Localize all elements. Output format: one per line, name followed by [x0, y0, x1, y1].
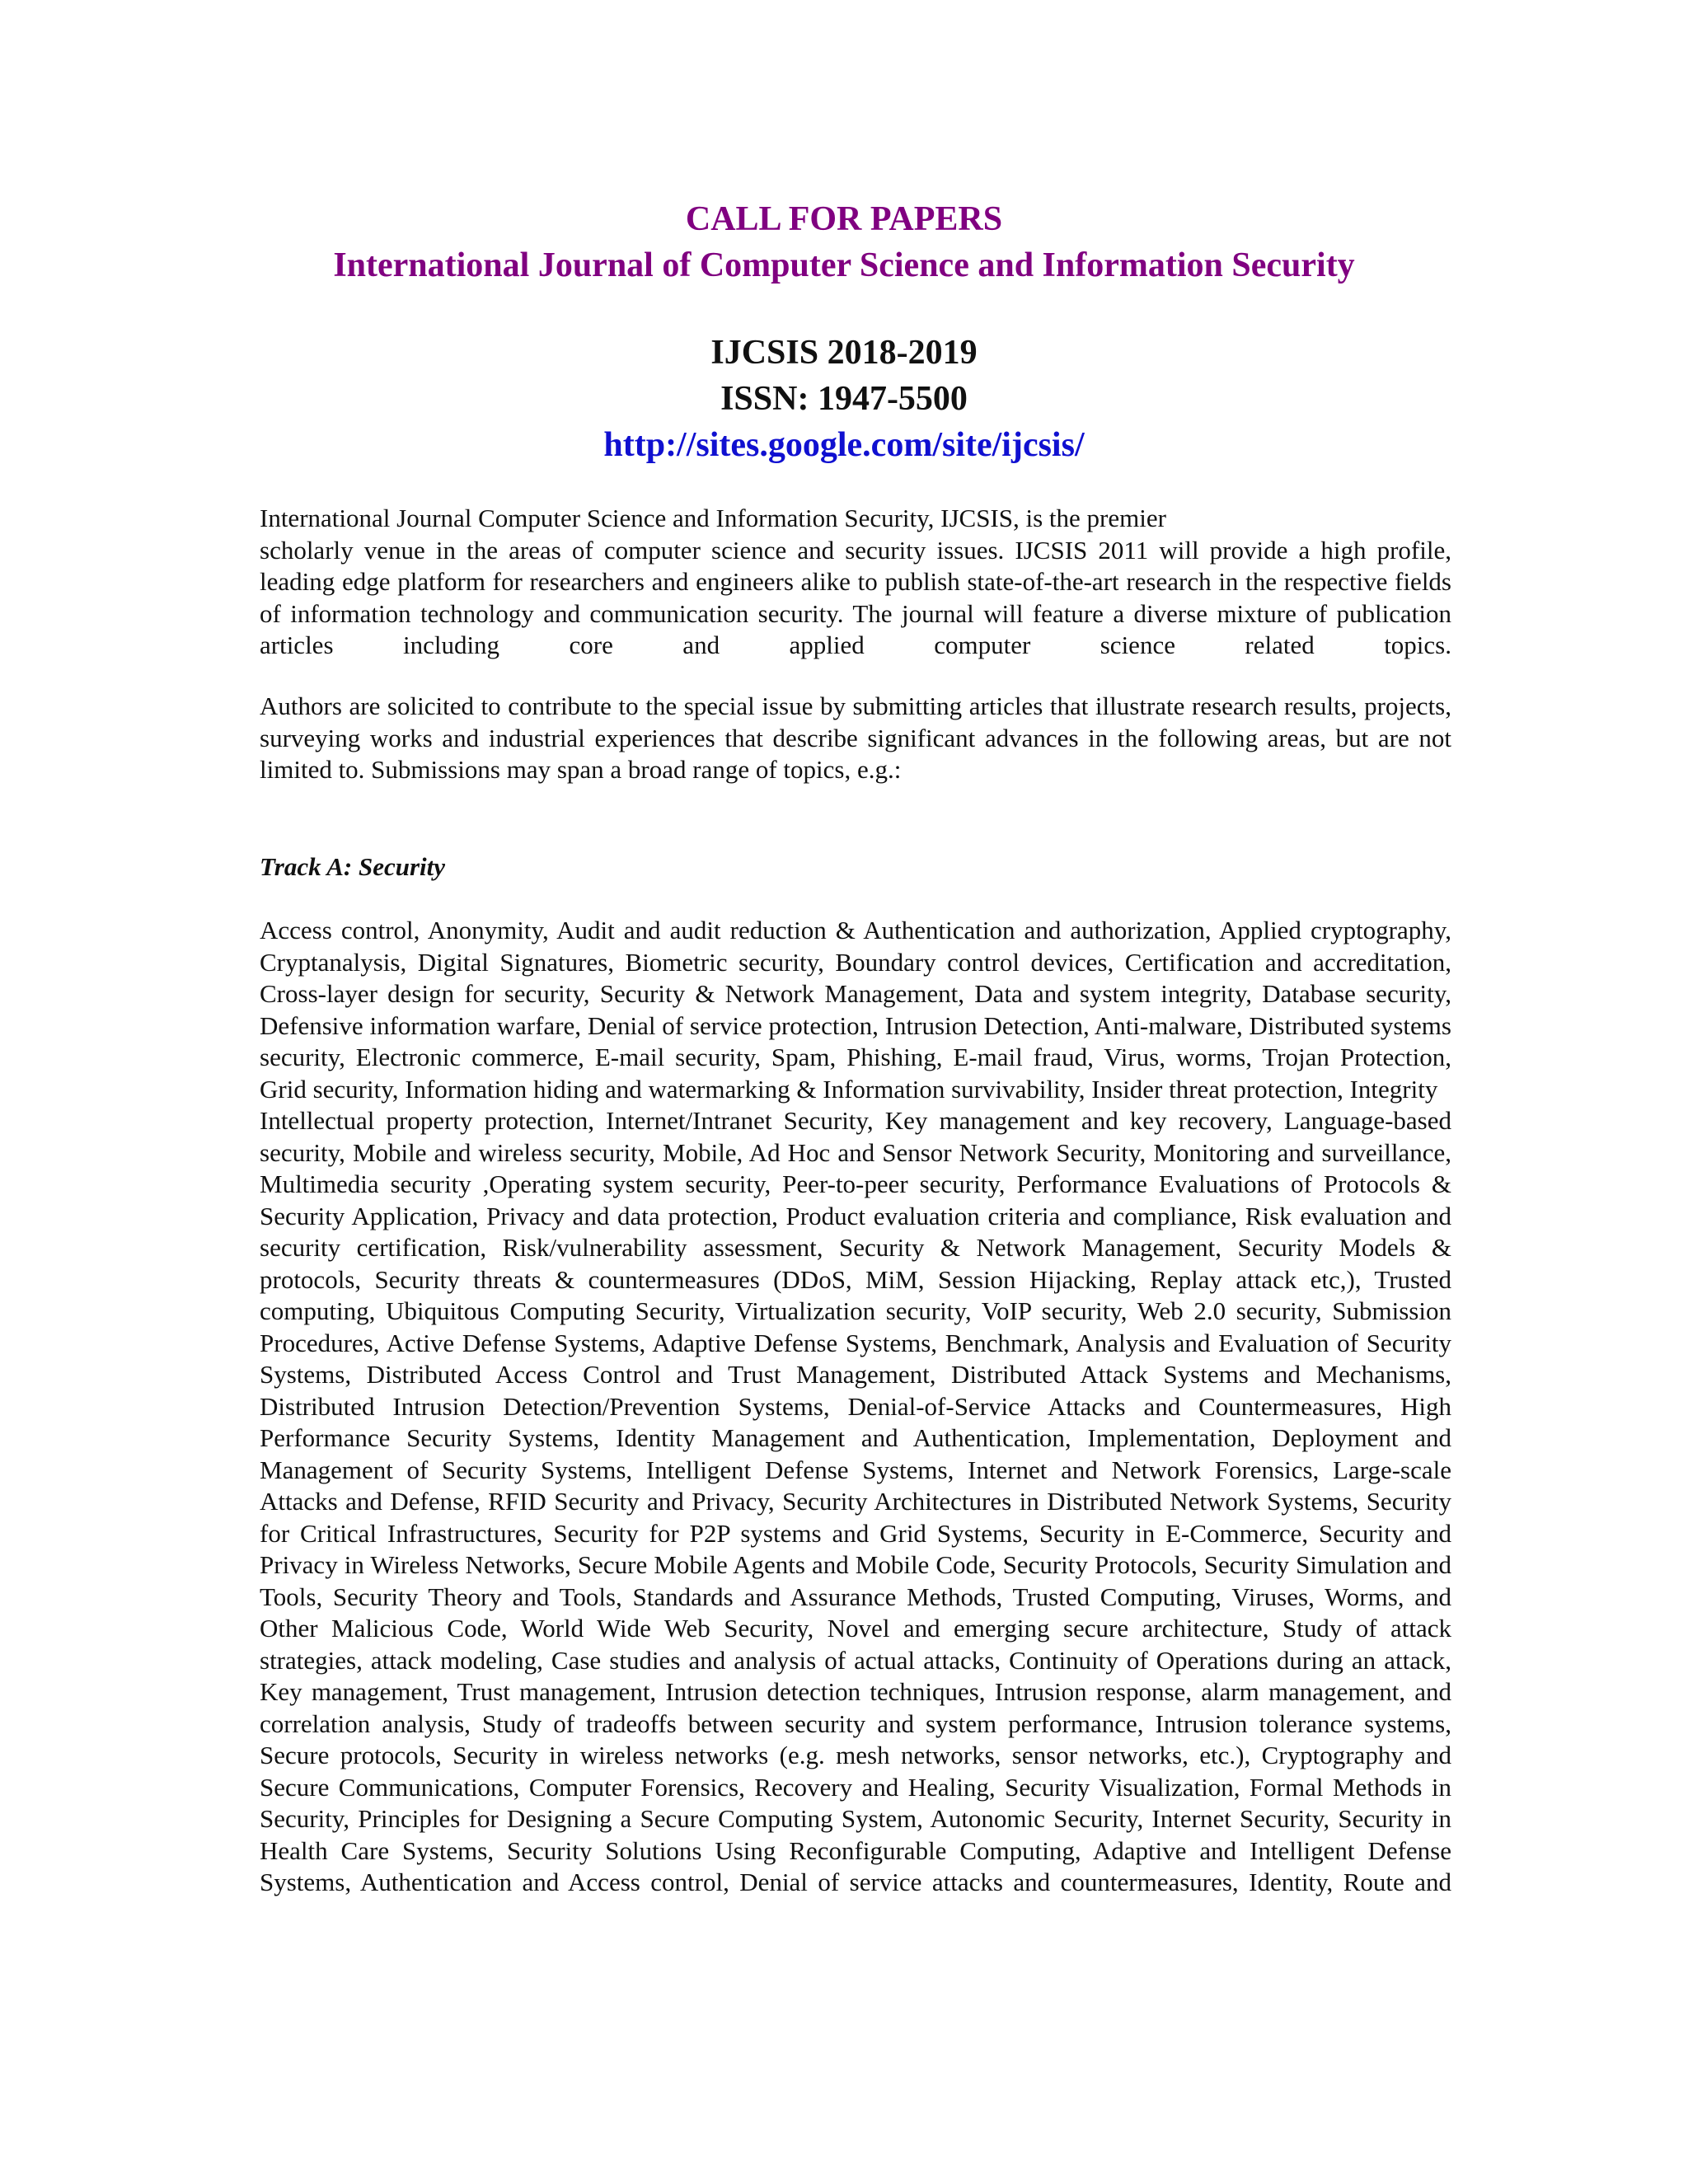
journal-url-link[interactable]: http://sites.google.com/site/ijcsis/	[603, 426, 1085, 464]
issn-label: ISSN: 1947-5500	[720, 380, 968, 418]
topics-paragraph-2: Intellectual property protection, Internet/Intranet Security, Key management and key recovery, Language-based security, Mobile and wireless security, Mobile, Ad Hoc and Sensor Network Security, Monitoring and surveillance, Multimedia security ,Operating system security, Peer-to-peer security, Performance Evaluations of Protocols & Security Application, Privacy and data protection, Product evaluation criteria and compliance, Risk evaluation and security certification, Risk/vulnerability assessment, Security & Network Management, Security Models & protocols, Security threats & countermeasures (DDoS, MiM, Session Hijacking, Replay attack etc,), Trusted computing, Ubiquitous Computing Security, Virtualization security, VoIP security, Web 2.0 security, Submission Procedures, Active Defense Systems, Adaptive Defense Systems, Benchmark, Analysis and Evaluation of Security Systems, Distributed Access Control and Trust Management, Distributed Attack Systems and Mechanisms, Distributed Intrusion Detection/Prevention Systems, Denial-of-Service Attacks and Countermeasures, High Performance Security Systems, Identity Management and Authentication, Implementation, Deployment and Management of Security Systems, Intelligent Defense Systems, Internet and Network Forensics, Large-scale Attacks and Defense, RFID Security and Privacy, Security Architectures in Distributed Network Systems, Security for Critical Infrastructures, Security for P2P systems and Grid Systems, Security in E-Commerce, Security and Privacy in Wireless Networks, Secure Mobile Agents and Mobile Code, Security Protocols, Security Simulation and Tools, Security Theory and Tools, Standards and Assurance Methods, Trusted Computing, Viruses, Worms, and Other Malicious Code, World Wide Web Security, Novel and emerging secure architecture, Study of attack strategies, attack modeling, Case studies and analysis of actual attacks, Continuity of Operations during an attack, Key management, Trust management, Intrusion detection techniques, Intrusion response, alarm management, and correlation analysis, Study of tradeoffs between security and system performance, Intrusion tolerance systems, Secure protocols, Security in wireless networks (e.g. mesh networks, sensor networks, etc.), Cryptography and Secure Communications, Computer Forensics, Recovery and Healing, Security Visualization, Formal Methods in Security, Principles for Designing a Secure Computing System, Autonomic Security, Internet Security, Security in Health Care Systems, Security Solutions Using Reconfigurable Computing, Adaptive and Intelligent Defense Systems, Authentication and Access control, Denial of service attacks and countermeasures, Identity, Route and	[260, 1106, 1451, 1896]
journal-title: International Journal of Computer Science and Information Security	[333, 246, 1355, 284]
edition-label: IJCSIS 2018-2019	[710, 334, 978, 372]
intro-paragraph	[260, 503, 1451, 662]
track-heading: Track A: Security	[260, 852, 446, 881]
solicitation-paragraph: Authors are solicited to contribute to the special issue by submitting articles that illustrate research results, projects, surveying works and industrial experiences that describe significant advances in the following areas, but are not limited to. Submissions may span a broad range of topics, e.g.:	[260, 691, 1451, 784]
topics-paragraph-1: Access control, Anonymity, Audit and audit reduction & Authentication and authorization, Applied cryptography, Cryptanalysis, Digital Signatures, Biometric security, Boundary control devices, Certification and accreditation, Cross-layer design for security, Security & Network Management, Data and system integrity, Database security, Defensive information warfare, Denial of service protection, Intrusion Detection, Anti-malware, Distributed systems security, Electronic commerce, E-mail security, Spam, Phishing, E-mail fraud, Virus, worms, Trojan Protection, Grid security, Information hiding and watermarking & Information survivability, Insider threat protection, Integrity	[260, 916, 1451, 1104]
track-topics	[260, 915, 1451, 1899]
cfp-title: CALL FOR PAPERS	[685, 200, 1003, 238]
intro-body: scholarly venue in the areas of computer science and security issues. IJCSIS 2011 will provide a high profile, leading edge platform for researchers and engineers alike to publish state-of-the-art research in the respective fields of information technology and communication security. The journal will feature a diverse mixture of publication articles including core and applied computer science related topics.	[260, 535, 1451, 659]
intro-first-line: International Journal Computer Science and Information Security, IJCSIS, is the premier	[260, 504, 1166, 532]
